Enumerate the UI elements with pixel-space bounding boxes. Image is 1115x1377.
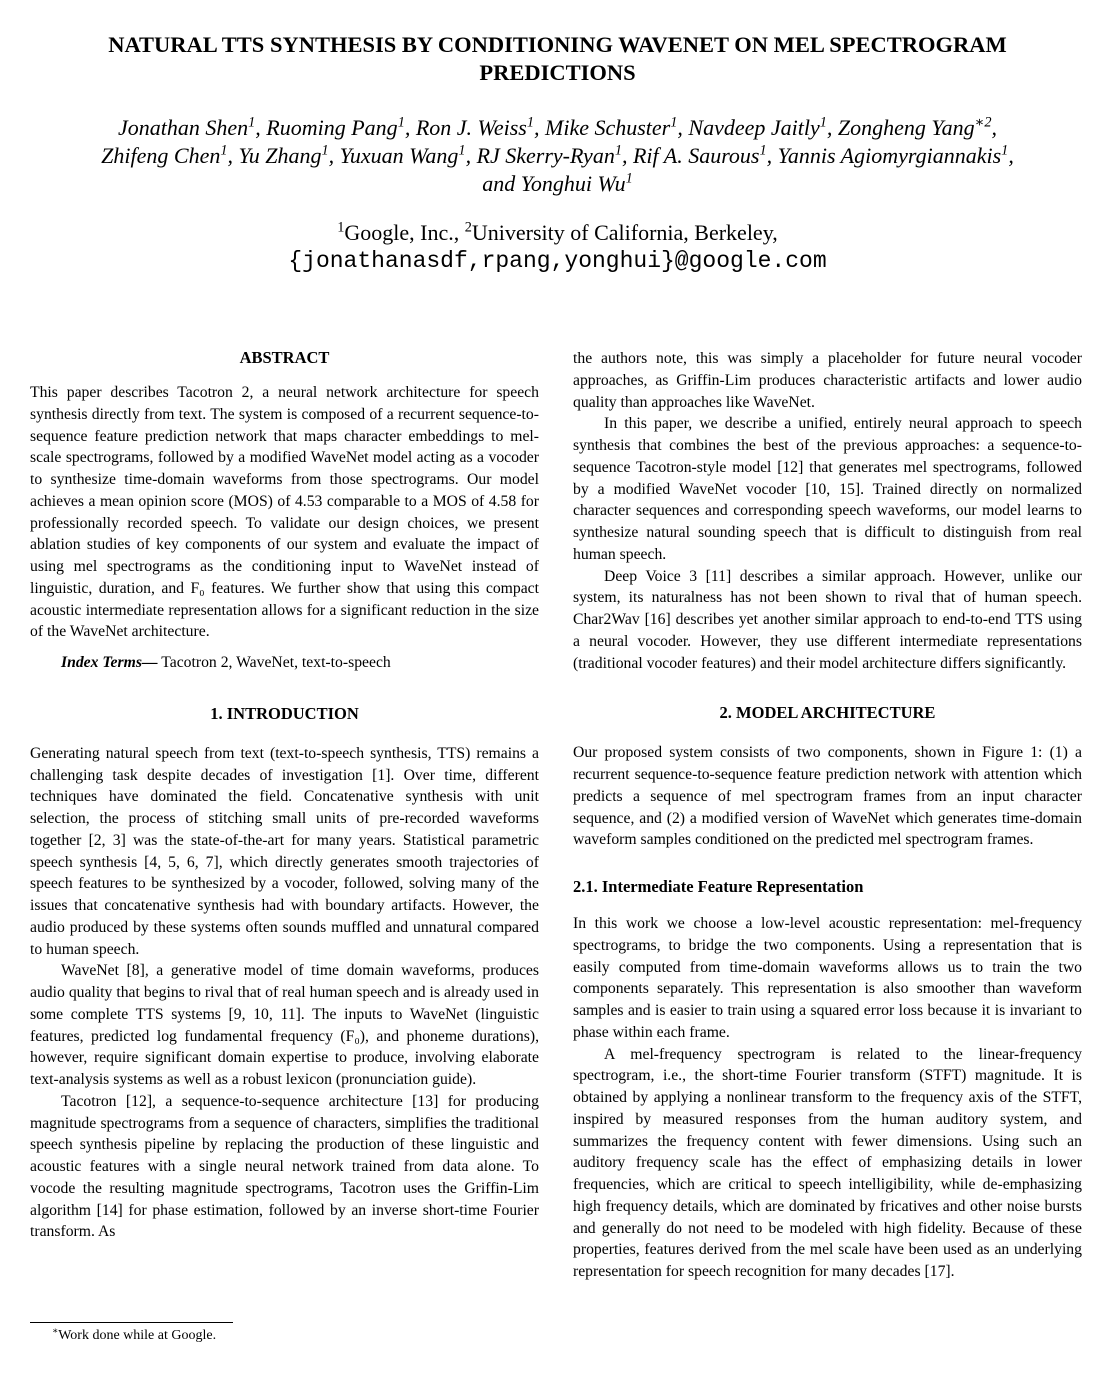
footnote: ∗Work done while at Google. <box>52 1325 217 1343</box>
index-terms: Index Terms— Tacotron 2, WaveNet, text-to-speech <box>61 654 391 671</box>
abstract-text: This paper describes Tacotron 2, a neural network architecture for speech synthesis directly from text. The system is composed of a recurrent sequence-to-sequence feature prediction network that maps character embeddings to mel-scale spectrograms, followed by a modified WaveNet model acting as a vocoder to synthesize time-domain waveforms from those spectrograms. Our model achieves a mean opinion score (MOS) of 4.53 comparable to a MOS of 4.58 for professionally recorded speech. To validate our design choices, we present ablation studies of key components of our system and evaluate the impact of using mel spectrograms as the conditioning input to WaveNet instead of linguistic, duration, and F₀ features. We further show that using this compact acoustic intermediate representation allows for a significant reduction in the size of the WaveNet architecture. <box>30 384 539 641</box>
author: Jonathan Shen$^1$, <box>117 114 267 140</box>
right-column <box>573 348 1082 1283</box>
author: Navdeep Jaitly$^1$, <box>688 114 838 140</box>
left-column <box>30 347 539 1243</box>
author: Yu Zhang$^1$, <box>238 142 340 168</box>
affiliations: $^1$Google, Inc., $^2$University of California, Berkeley, <box>337 219 778 245</box>
author: Yannis Agiomyrgiannakis$^1$, <box>777 142 1014 168</box>
author: Mike Schuster$^1$, <box>545 114 689 140</box>
model-paragraph-3: A mel-frequency spectrogram is related to the linear-frequency spectrogram, i.e., the short-time Fourier transform (STFT) magnitude. It is obtained by applying a nonlinear transform to the frequency axis of the STFT, inspired by measured responses from the human auditory system, and summarizes the frequency content with fewer dimensions. Using such an auditory frequency scale has the effect of emphasizing details in lower frequencies, which are critical to speech intelligibility, while de-emphasizing high frequency details, which are dominated by fricatives and other noise bursts and generally do not need to be modeled with high fidelity. Because of these properties, features derived from the mel scale have been used as an underlying representation for speech recognition for many decades [17]. <box>573 1045 1082 1280</box>
author: Zongheng Yang$^{∗2}$, <box>837 114 997 140</box>
abstract-heading: ABSTRACT <box>239 348 330 367</box>
introduction-heading: 1. INTRODUCTION <box>210 703 359 723</box>
author-list <box>24 114 1091 198</box>
model-architecture-heading: 2. MODEL ARCHITECTURE <box>719 703 936 723</box>
author-emails: {jonathanasdf,rpang,yonghui}@google.com <box>288 248 827 274</box>
intro-continued-paragraph-1: the authors note, this was simply a placeholder for future neural vocoder approaches, as Griffin-Lim produces characteristic artifacts and lower audio quality than approaches like WaveNet. <box>573 350 1082 411</box>
author: Ruoming Pang$^1$, <box>266 114 416 140</box>
author: Yuxuan Wang$^1$, <box>339 142 477 168</box>
intro-continued-paragraph-2: In this paper, we describe a unified, entirely neural approach to speech synthesis that combines the best of the previous approaches: a sequence-to-sequence Tacotron-style model [12] that generates mel spectrograms, followed by a modified WaveNet vocoder [10, 15]. Trained directly on normalized character sequences and corresponding speech waveforms, our model learns to synthesize natural sounding speech that is difficult to distinguish from real human speech. <box>573 415 1082 563</box>
footnote-rule <box>30 1322 233 1323</box>
paper-title: NATURAL TTS SYNTHESIS BY CONDITIONING WAVENET ON MEL SPECTROGRAM PREDICTIONS <box>108 32 1007 85</box>
author: Zhifeng Chen$^1$, <box>101 142 239 168</box>
intro-paragraph-2: WaveNet [8], a generative model of time domain waveforms, produces audio quality that begins to rival that of real human speech and is already used in some complete TTS systems [9, 10, 11]. The inputs to WaveNet (linguistic features, predicted log fundamental frequency (F₀), and phoneme durations), however, require significant domain expertise to produce, involving elaborate text-analysis systems as well as a robust lexicon (pronunciation guide). <box>30 962 539 1088</box>
subsection-heading: 2.1. Intermediate Feature Representation <box>573 877 864 896</box>
intro-paragraph-3: Tacotron [12], a sequence-to-sequence architecture [13] for producing magnitude spectrograms from a sequence of characters, simplifies the traditional speech synthesis pipeline by replacing the production of these linguistic and acoustic features with a single neural network trained from data alone. To vocode the resulting magnitude spectrograms, Tacotron uses the Griffin-Lim algorithm [14] for phase estimation, followed by an inverse short-time Fourier transform. As <box>30 1092 539 1241</box>
author: Ron J. Weiss$^1$, <box>415 114 546 140</box>
author: RJ Skerry-Ryan$^1$, <box>476 142 633 168</box>
model-paragraph-1: Our proposed system consists of two components, shown in Figure 1: (1) a recurrent sequence-to-sequence feature prediction network with attention which predicts a sequence of mel spectrogram frames from an input character sequence, and (2) a modified version of WaveNet which generates time-domain waveform samples conditioned on the predicted mel spectrogram frames. <box>573 744 1082 849</box>
intro-continued-paragraph-3: Deep Voice 3 [11] describes a similar approach. However, unlike our system, its naturalness has not been shown to rival that of human speech. Char2Wav [16] describes yet another similar approach to end-to-end TTS using a neural vocoder. However, they use different intermediate representations (traditional vocoder features) and their model architecture differs significantly. <box>573 567 1082 672</box>
intro-paragraph-1: Generating natural speech from text (text-to-speech synthesis, TTS) remains a challenging task despite decades of investigation [1]. Over time, different techniques have dominated the field. Concatenative synthesis with unit selection, the process of stitching small units of pre-recorded waveforms together [2, 3] was the state-of-the-art for many years. Statistical parametric speech synthesis [4, 5, 6, 7], which directly generates smooth trajectories of speech features to be synthesized by a vocoder, followed, solving many of the issues that concatenative synthesis had with boundary artifacts. However, the audio produced by these systems often sounds muffled and unnatural compared to human speech. <box>30 744 539 958</box>
author: Rif A. Saurous$^1$, <box>632 142 778 168</box>
author: and Yonghui Wu$^1$ <box>482 170 633 196</box>
model-paragraph-2: In this work we choose a low-level acoustic representation: mel-frequency spectrograms, to bridge the two components. Using a representation that is easily computed from time-domain waveforms allows us to train the two components separately. This representation is also smoother than waveform samples and is easier to train using a squared error loss because it is invariant to phase within each frame. <box>573 915 1082 1041</box>
